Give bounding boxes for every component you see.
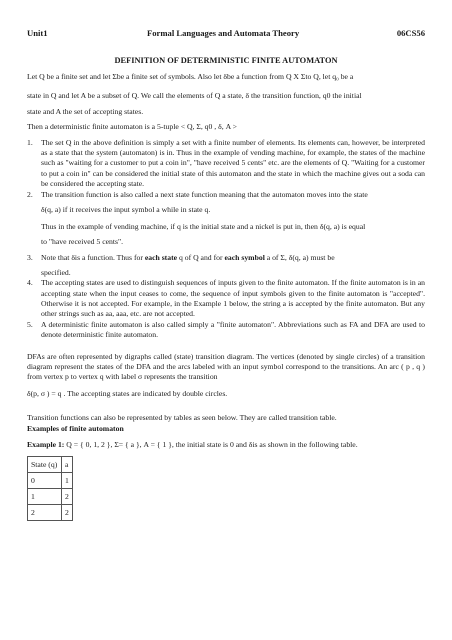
table-row: [28, 505, 73, 521]
table-row: [28, 473, 73, 489]
note-3: [27, 253, 425, 263]
intro-line-3: state and A the set of accepting states.: [27, 106, 144, 116]
list-item-number: 1.: [27, 137, 33, 147]
list-item: [27, 190, 425, 200]
list-item-number: 5.: [27, 319, 33, 329]
item3-bold-1: each state: [144, 253, 178, 263]
example-1-text: Q = { 0, 1, 2 }, Σ= { a }, A = { 1 }, the initial state is 0 and δis as shown in the following table.: [64, 439, 358, 449]
intro-line-2: state in Q and let A be a subset of Q. We call the elements of Q a state, δ the transition function, q0 the initial: [27, 91, 362, 101]
examples-heading: Examples of finite automaton: [27, 423, 124, 433]
section-title: DEFINITION OF DETERMINISTIC FINITE AUTOMATON: [114, 56, 338, 65]
page-header: [27, 28, 425, 42]
table-cell: 1: [62, 473, 73, 489]
subject-title: Formal Languages and Automata Theory: [147, 28, 300, 38]
item3-line-2: specified.: [41, 267, 71, 277]
item3-part-3: a of Σ, δ(q, a) must be: [264, 253, 335, 263]
item2-line-c: to "have received 5 cents".: [41, 236, 124, 246]
list-item-text: A deterministic finite automaton is also called simply a "finite automaton". Abbreviations such as FA and DFA are used to denote deterministic finite automaton.: [41, 319, 425, 340]
list-item-number: 2.: [27, 189, 33, 199]
example-1-line: [27, 440, 425, 450]
transition-diagram-last-line: δ(p, σ ) = q . The accepting states are indicated by double circles.: [27, 388, 228, 398]
table-cell: 2: [62, 489, 73, 505]
transition-table-paragraph: Transition functions can also be represented by tables as seen below. They are called transition table.: [27, 413, 337, 423]
table-cell: 2: [28, 505, 62, 521]
item2-line-b: Thus in the example of vending machine, if q is the initial state and a nickel is put in, then δ(q, a) is equal: [41, 222, 366, 232]
notes-list-continued: [27, 278, 425, 340]
course-code: 06CS56: [396, 28, 425, 38]
intro-line-1: Let Q be a finite set and let Σbe a finite set of symbols. Also let δbe a function from Q X Σto Q, let q₀ be a: [27, 72, 354, 81]
table-cell: 2: [62, 505, 73, 521]
table-cell: 1: [28, 489, 62, 505]
list-item-text: The set Q in the above definition is simply a set with a finite number of elements. Its elements can, however, be interpreted as a state that the system (automaton) is in. Thus in the example of vending machine, for example, the states of the machine such as "waiting for a customer to put a coin in", "have received 5 cents" etc. are the elements of Q. "Waiting for a customer to put a coin in" can be considered the initial state of this automaton and the state in which the machine gives out a soda can be considered the accepting state.: [41, 137, 425, 189]
list-item: [27, 138, 425, 190]
table-header-row: [28, 457, 73, 473]
table-row: [28, 489, 73, 505]
list-item-text: The accepting states are used to distinguish sequences of inputs given to the finite automaton. If the finite automaton is in an accepting state when the input ceases to come, the sequence of input symbols given to the finite automaton is "accepted". Otherwise it is not accepted. For example, in the Example 1 below, the string a is accepted by the finite automaton. But any other strings such as aa, aaa, etc. are not accepted.: [41, 278, 425, 319]
example-1-label: Example 1:: [27, 439, 65, 449]
list-item: [27, 253, 425, 263]
item3-bold-2: each symbol: [224, 253, 265, 263]
item3-part-2: q of Q and for: [177, 253, 225, 263]
table-header-state: State (q): [28, 457, 62, 473]
list-item: [27, 278, 425, 320]
list-item-number: 4.: [27, 278, 33, 288]
unit-label: Unit1: [27, 28, 48, 38]
table-header-a: a: [62, 457, 73, 473]
intro-line-4: Then a deterministic finite automaton is a 5-tuple < Q, Σ, q0 , δ, A >: [27, 122, 237, 132]
transition-table: [27, 456, 73, 521]
list-item-number: 3.: [27, 253, 33, 263]
table-cell: 0: [28, 473, 62, 489]
list-item-text: The transition function is also called a next state function meaning that the automaton moves into the state: [41, 189, 368, 199]
item2-line-a: δ(q, a) if it receives the input symbol a while in state q.: [41, 205, 211, 215]
document-body: [27, 72, 425, 521]
item3-part-1: Note that δis a function. Thus for: [41, 253, 145, 263]
definition-notes-list: [27, 138, 425, 200]
transition-diagram-paragraph: DFAs are often represented by digraphs called (state) transition diagram. The vertices (denoted by single circles) of a transition diagram represent the states of the DFA and the arcs labeled with an input symbol correspond to the transitions. An arc ( p , q ) from vertex p to vertex q with label σ represents the transition: [27, 351, 425, 382]
list-item: [27, 320, 425, 341]
